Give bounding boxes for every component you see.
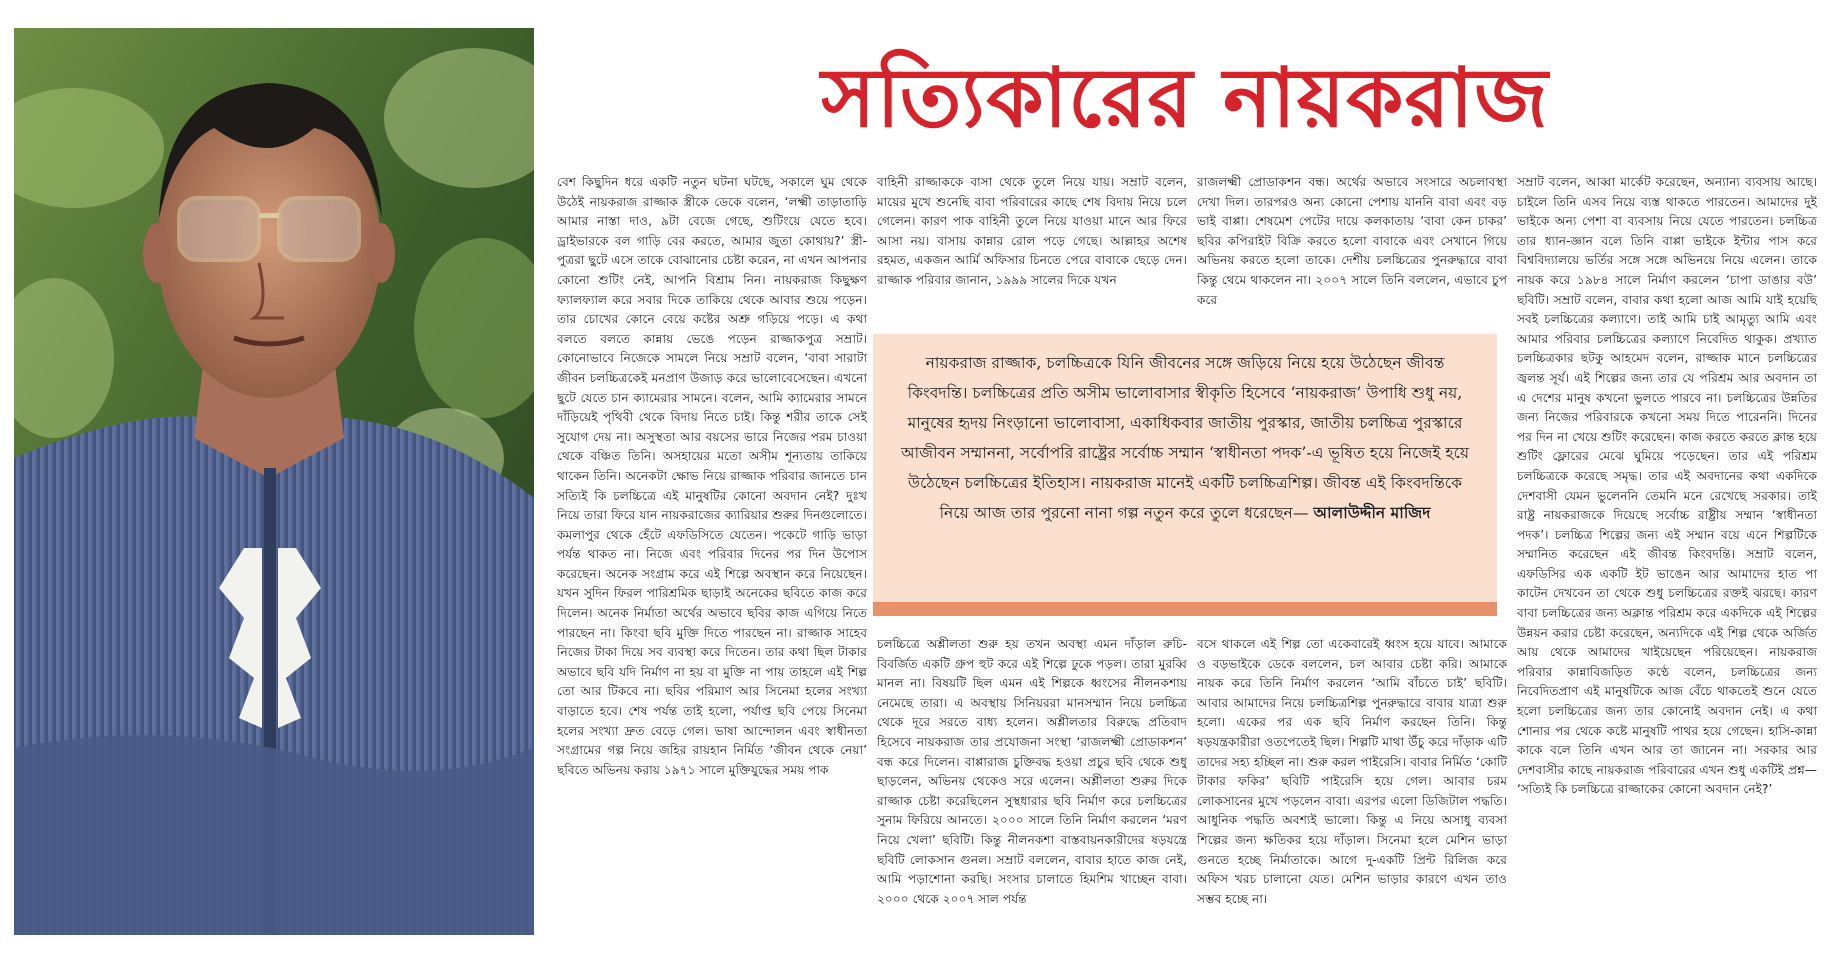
article-column-3-bottom [1197, 635, 1507, 935]
pull-quote-text: নায়করাজ রাজ্জাক, চলচ্চিত্রকে যিনি জীবনের সঙ্গে জড়িয়ে নিয়ে হয়ে উঠেছেন জীবন্ত কিংবদন্তি। চলচ্চিত্রের প্রতি অসীম ভালোবাসার স্বীকৃতি হিসেবে ‘নায়করাজ’ উপাধি শুধু নয়, মানুষের হৃদয় নিংড়ানো ভালোবাসা, একাধিকবার জাতীয় পুরস্কার, জাতীয় চলচ্চিত্র পুরস্কারে আজীবন সম্মাননা, সর্বোপরি রাষ্ট্রের সর্বোচ্চ সম্মান ‘স্বাধীনতা পদক’-এ ভূষিত হয়ে নিজেই হয়ে উঠেছেন চলচ্চিত্রের ইতিহাস। নায়করাজ মানেই একটি চলচ্চিত্রশিল্প। জীবন্ত এই কিংবদন্তিকে নিয়ে আজ তার পুরনো নানা গল্প নতুন করে তুলে ধরেছেন— [900, 354, 1470, 522]
column-1-text: বেশ কিছুদিন ধরে একটি নতুন ঘটনা ঘটছে, সকালে ঘুম থেকে উঠেই নায়করাজ রাজ্জাক স্ত্রীকে ডেকে বলেন, ‘লক্ষ্মী তাড়াতাড়ি আমার নাস্তা দাও, ৯টা বেজে গেছে, শুটিংয়ে যেতে হবে। ড্রাইভারকে বল গাড়ি বের করতে, আমার জুতা কোথায়?’ স্ত্রী-পুত্ররা ছুটে এসে তাকে বোঝানোর চেষ্টা করেন, না এখন আপনার কোনো শুটিং নেই, আপনি বিশ্রাম নিন। নায়করাজ কিছুক্ষণ ফ্যালফ্যাল করে সবার দিকে তাকিয়ে থেকে আবার শুয়ে পড়েন। তার চোখের কোনে বেয়ে কষ্টের অশ্রু গড়িয়ে পড়ে। এ কথা বলতে বলতে কান্নায় ভেঙে পড়েন রাজ্জাকপুত্র সম্রাট। কোনোভাবে নিজেকে সামলে নিয়ে সম্রাট বলেন, ‘বাবা সারাটা জীবন চলচ্চিত্রকেই মনপ্রাণ উজাড় করে ভালোবেসেছেন। এখনো ছুটে যেতে চান ক্যামেরার সামনে। বলেন, আমি ক্যামেরার সামনে দাঁড়িয়েই পৃথিবী থেকে বিদায় নিতে চাই। কিন্তু শরীর তাকে সেই সুযোগ দেয় না। অসুস্থতা আর বয়সের ভারে নিজের পরম চাওয়া থেকে বঞ্চিত তিনি। অসহায়ের মতো অসীম শূন্যতায় তাকিয়ে থাকেন তিনি। অনেকটা ক্ষোভ নিয়ে রাজ্জাক পরিবার জানতে চান সত্যিই কি চলচ্চিত্রে এই মানুষটির কোনো অবদান নেই? দুঃখ নিয়ে তারা ফিরে যান নায়করাজের ক্যারিয়ার শুরুর দিনগুলোতে। কমলাপুর থেকে হেঁটে এফডিসিতে যেতেন। পকেটে গাড়ি ভাড়া পর্যন্ত থাকত না। নিজে এবং পরিবার দিনের পর দিন উপোস করেছেন। অনেক সংগ্রাম করে এই শিল্পে অবস্থান করে নিয়েছেন। যখন সুদিন ফিরল পারিশ্রমিক ছাড়াই অনেকের ছবিতে কাজ করে দিলেন। অনেক নির্মাতা অর্থের অভাবে ছবির কাজ এগিয়ে নিতে পারছেন না। কিংবা ছবি মুক্তি দিতে পারছেন না। রাজ্জাক সাহেব নিজের টাকা দিয়ে সব ব্যবস্থা করে দিতেন। তার কথা ছিল টাকার অভাবে ছবি যদি নির্মাণ না হয় বা মুক্তি না পায় তাহলে এই শিল্প তো আর টিকবে না। ছবির পরিমাণ আর সিনেমা হলের সংখ্যা বাড়াতে হবে। শেষ পর্যন্ত তাই হলো, পর্যাপ্ত ছবি পেয়ে সিনেমা হলের সংখ্যা দ্রুত বেড়ে গেল। ভাষা আন্দোলন এবং স্বাধীনতা সংগ্রামের গল্প নিয়ে জহির রায়হান নির্মিত ‘জীবন থেকে নেয়া’ ছবিতে অভিনয় করায় ১৯৭১ সালে মুক্তিযুদ্ধের সময় পাক [557, 175, 867, 777]
article-column-4 [1517, 173, 1817, 935]
column-3-top-text: রাজলক্ষ্মী প্রোডাকশন বন্ধ। অর্থের অভাবে সংসারে অচলাবস্থা দেখা দিল। তারপরও অন্য কোনো পেশায় যাননি বাবা এবং বড় ভাই বাপ্পা। শেষমেশ পেটের দায়ে কলকাতায় ‘বাবা কেন চাকর’ ছবির কপিরাইট বিক্রি করতে হলো বাবাকে এবং সেখানে গিয়ে অভিনয় করতে হলো তাকে। দেশীয় চলচ্চিত্রের পুনরুদ্ধারে বাবা কিন্তু থেমে থাকলেন না। ২০০৭ সালে তিনি বললেন, এভাবে চুপ করে [1197, 175, 1507, 307]
pull-quote-author: আলাউদ্দীন মাজিদ [1313, 503, 1431, 522]
pull-quote-box [873, 334, 1497, 616]
article-photo [14, 28, 534, 935]
column-3-bottom-text: বসে থাকলে এই শিল্প তো একেবারেই ধ্বংস হয়ে যাবে। আমাকে ও বড়ভাইকে ডেকে বললেন, চল আবার চেষ্টা করি। আমাকে নায়ক করে তিনি নির্মাণ করলেন ‘আমি বাঁচতে চাই’ ছবিটি। আবার আমাদের নিয়ে চলচ্চিত্রশিল্প পুনরুদ্ধারে বাবার যাত্রা শুরু হলো। একের পর এক ছবি নির্মাণ করছেন তিনি। কিন্তু ষড়যন্ত্রকারীরা ওতপেতেই ছিল। শিল্পটি মাথা উঁচু করে দাঁড়াক এটি তাদের সহ্য হচ্ছিল না। শুরু করল পাইরেসি। বাবার নির্মিত ‘কোটি টাকার ফকির’ ছবিটি পাইরেসি হয়ে গেল। আবার চরম লোকসানের মুখে পড়লেন বাবা। এরপর এলো ডিজিটাল পদ্ধতি। আধুনিক পদ্ধতি অবশ্যই ভালো। কিন্তু এ নিয়ে অসাধু ব্যবসা শিল্পের জন্য ক্ষতিকর হয়ে দাঁড়াল। সিনেমা হলে মেশিন ভাড়া গুনতে হচ্ছে নির্মাতাকে। আগে দু-একটি প্রিন্ট রিলিজ করে অফিস খরচ চালানো যেত। মেশিন ভাড়ার কারণে এখন তাও সম্ভব হচ্ছে না। [1197, 637, 1507, 906]
pull-quote-text-block [895, 348, 1475, 528]
column-2-bottom-text: চলচ্চিত্রে অশ্লীলতা শুরু হয় তখন অবস্থা এমন দাঁড়াল রুচি-বিবর্জিত একটি গ্রুপ হুট করে এই শিল্পে ঢুকে পড়ল। তারা মুরব্বি মানল না। বিষয়টি ছিল এমন এই শিল্পকে ধ্বংসের নীলনকশায় নেমেছে তারা। এ অবস্থায় সিনিয়ররা মানসম্মান নিয়ে চলচ্চিত্র থেকে দূরে সরতে বাধ্য হলেন। অশ্লীলতার বিরুদ্ধে প্রতিবাদ হিসেবে নায়করাজ তার প্রযোজনা সংস্থা ‘রাজলক্ষ্মী প্রোডাকশন’ বন্ধ করে দিলেন। বাপ্পারাজ চুক্তিবদ্ধ হওয়া প্রচুর ছবি থেকে শুধু ছাড়লেন, অভিনয় থেকেও সরে এলেন। অশ্লীলতা শুরুর দিকে রাজ্জাক চেষ্টা করেছিলেন সুস্থধারার ছবি নির্মাণ করে চলচ্চিত্রের সুনাম ফিরিয়ে আনতে। ২০০০ সালে তিনি নির্মাণ করলেন ‘মরণ নিয়ে খেলা’ ছবিটি। কিন্তু নীলনকশা বাস্তবায়নকারীদের ষড়যন্ত্রে ছবিটি লোকসান গুনল। সম্রাট বললেন, বাবার হাতে কাজ নেই, আমি পড়াশোনা করছি। সংসার চালাতে হিমশিম খাচ্ছেন বাবা। ২০০০ থেকে ২০০৭ সাল পর্যন্ত [877, 637, 1187, 906]
column-4-text: সম্রাট বলেন, আব্বা মার্কেট করেছেন, অন্যান্য ব্যবসায় আছে। চাইলে তিনি এসব নিয়ে ব্যস্ত থাকতে পারতেন। আমাদের দুই ভাইকে অন্য পেশা বা ব্যবসায় নিয়ে যেতে পারতেন। চলচ্চিত্র তার ধ্যান-জ্ঞান বলে তিনি বাপ্পা ভাইকে ইন্টার পাস করে বিশ্ববিদ্যালয়ে ভর্তির সঙ্গে সঙ্গে অভিনয়ে নিয়ে এলেন। তাকে নায়ক করে ১৯৮৪ সালে নির্মাণ করলেন ‘চাপা ডাঙার বউ’ ছবিটি। সম্রাট বলেন, বাবার কথা হলো আজ আমি যাই হয়েছি সবই চলচ্চিত্রের কল্যাণে। তাই আমি চাই আমৃত্যু আমি এবং আমার পরিবার চলচ্চিত্রের কল্যাণে নিবেদিত থাকুক। প্রখ্যাত চলচ্চিত্রকার ছটকু আহমেদ বলেন, রাজ্জাক মানে চলচ্চিত্রের জ্বলন্ত সূর্য। এই শিল্পের জন্য তার যে পরিশ্রম আর অবদান তা এ দেশের মানুষ কখনো ভুলতে পারবে না। চলচ্চিত্রের উন্নতির জন্য নিজের পরিবারকে কখনো সময় দিতে পারেননি। দিনের পর দিন না খেয়ে শুটিং করেছেন। কাজ করতে করতে ক্লান্ত হয়ে শুটিং ফ্লোরের মেঝে ঘুমিয়ে পড়েছেন। তার এই পরিশ্রম চলচ্চিত্রকে করেছে সমৃদ্ধ। তার এই অবদানের কথা একদিকে দেশবাসী যেমন ভুলেননি তেমনি মনে রেখেছে সরকার। তাই রাষ্ট্র নায়করাজকে দিয়েছে সর্বোচ্চ রাষ্ট্রীয় সম্মান ‘স্বাধীনতা পদক’। চলচ্চিত্র শিল্পের জন্য এই সম্মান বয়ে এনে শিল্পটিকে সম্মানিত করেছেন এই জীবন্ত কিংবদন্তি। সম্রাট বলেন, এফডিসির এক একটি ইট ভাঙেন আর আমাদের হাত পা কাটেন দেখবেন তা থেকে শুধু চলচ্চিত্রের রক্তই ঝরছে। কারণ বাবা চলচ্চিত্রের জন্য অক্লান্ত পরিশ্রম করে একদিকে এই শিল্পের উন্নয়ন করার চেষ্টা করেছেন, অন্যদিকে এই শিল্প থেকে অর্জিত আয় থেকে আমাদের খাইয়েছেন পরিয়েছেন। নায়করাজ পরিবার কান্নাবিজড়িত কণ্ঠে বলেন, চলচ্চিত্রের জন্য নিবেদিতপ্রাণ এই মানুষটিকে আজ বেঁচে থাকতেই শুনে যেতে হলো চলচ্চিত্রের জন্য তার কোনোই অবদান নেই। এ কথা শোনার পর থেকে কষ্টে মানুষটি পাথর হয়ে গেছেন। হাসি-কান্না কাকে বলে তিনি এখন আর তা জানেন না। সরকার আর দেশবাসীর কাছে নায়করাজ পরিবারের এখন শুধু একটিই প্রশ্ন— ‘সত্যিই কি চলচ্চিত্রে রাজ্জাকের কোনো অবদান নেই?’ [1517, 175, 1817, 797]
article-column-2-top [877, 173, 1187, 323]
portrait-illustration [14, 28, 534, 935]
article-column-1 [557, 173, 867, 935]
article-headline: সত্যিকারের নায়করাজ [821, 50, 1549, 146]
article-column-3-top [1197, 173, 1507, 323]
column-2-top-text: বাহিনী রাজ্জাককে বাসা থেকে তুলে নিয়ে যায়। সম্রাট বলেন, মায়ের মুখে শুনেছি বাবা পরিবারের কাছে শেষ বিদায় নিয়ে চলে গেলেন। কারণ পাক বাহিনী তুলে নিয়ে যাওয়া মানে আর ফিরে আসা নয়। বাসায় কান্নার রোল পড়ে গেছে। আল্লাহর অশেষ রহমত, একজন আর্মি অফিসার চিনতে পেরে বাবাকে ছেড়ে দেন। রাজ্জাক পরিবার জানান, ১৯৯৯ সালের দিকে যখন [877, 175, 1187, 287]
article-column-2-bottom [877, 635, 1187, 935]
